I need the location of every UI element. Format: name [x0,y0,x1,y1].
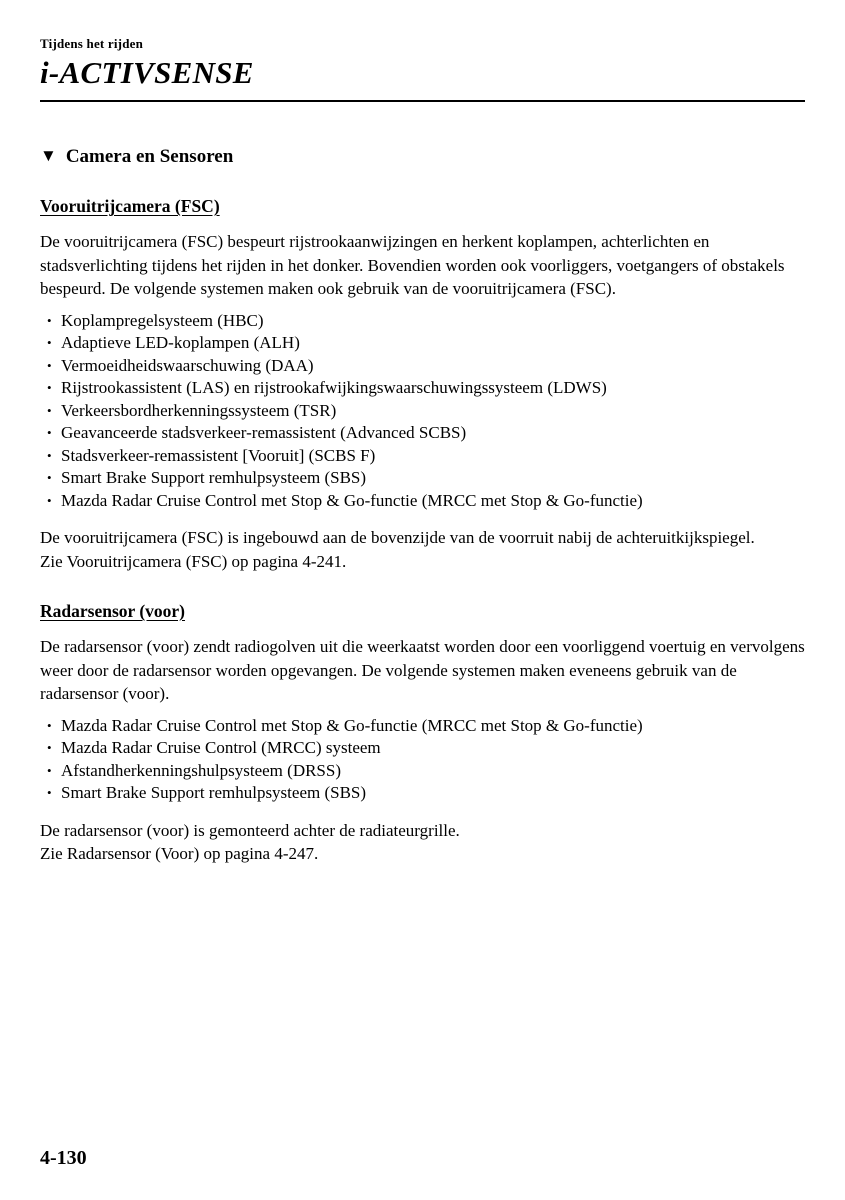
bullet-item: • Mazda Radar Cruise Control (MRCC) systeem [40,737,805,760]
bullet-item: • Verkeersbordherkenningssysteem (TSR) [40,400,805,423]
bullet-item: • Rijstrookassistent (LAS) en rijstrookafwijkingswaarschuwingssysteem (LDWS) [40,377,805,400]
bullet-item: • Smart Brake Support remhulpsysteem (SBS) [40,467,805,490]
bullet-item: • Adaptieve LED-koplampen (ALH) [40,332,805,355]
cross-reference-fsc: Zie Vooruitrijcamera (FSC) op pagina 4-241. [40,551,347,571]
bullet-list-fsc [40,310,805,513]
page-title: i-ACTIVSENSE [40,55,254,90]
bullet-item: • Vermoeidheidswaarschuwing (DAA) [40,355,805,378]
bullet-item: • Koplampregelsysteem (HBC) [40,310,805,333]
section-heading [40,146,805,168]
bullet-item: • Mazda Radar Cruise Control met Stop & Go-functie (MRCC met Stop & Go-functie) [40,490,805,513]
bullet-item: • Stadsverkeer-remassistent [Vooruit] (SCBS F) [40,445,805,468]
paragraph-radar-outro: De radarsensor (voor) is gemonteerd achter de radiateurgrille. [40,820,460,840]
section-title: Camera en Sensoren [65,146,234,167]
paragraph-radar-outro-block [40,819,805,866]
bullet-list-radar [40,715,805,805]
bullet-item: • Afstandherkenningshulpsysteem (DRSS) [40,760,805,783]
chapter-eyebrow: Tijdens het rijden [40,36,144,51]
cross-reference-radar: Zie Radarsensor (Voor) op pagina 4-247. [40,844,319,863]
subsection-heading-radar: Radarsensor (voor) [40,601,186,621]
bullet-item: • Mazda Radar Cruise Control met Stop & Go-functie (MRCC met Stop & Go-functie) [40,715,805,738]
subsection-heading-fsc: Vooruitrijcamera (FSC) [40,196,220,216]
bullet-item: • Geavanceerde stadsverkeer-remassistent (Advanced SCBS) [40,422,805,445]
paragraph-fsc-outro: De vooruitrijcamera (FSC) is ingebouwd aan de bovenzijde van de voorruit nabij de achteruitkijkspiegel. [40,528,755,547]
triangle-down-icon: ▼ [40,146,57,165]
bullet-item: • Smart Brake Support remhulpsysteem (SBS) [40,782,805,805]
title-divider [40,100,805,102]
paragraph-fsc-intro: De vooruitrijcamera (FSC) bespeurt rijstrookaanwijzingen en herkent koplampen, achterlichten en stadsverlichting tijdens het rijden in het donker. Bovendien worden ook voorliggers, voetgangers of obstakels bespeurd. De volgende systemen maken ook gebruik van de vooruitrijcamera (FSC). [40,232,785,298]
paragraph-fsc-outro-block [40,526,805,573]
page-number: 4-130 [40,1147,87,1169]
paragraph-radar-intro: De radarsensor (voor) zendt radiogolven uit die weerkaatst worden door een voorliggend voertuig en vervolgens weer door de radarsensor worden opgevangen. De volgende systemen maken eveneens gebruik van de radarsensor (voor). [40,637,805,703]
